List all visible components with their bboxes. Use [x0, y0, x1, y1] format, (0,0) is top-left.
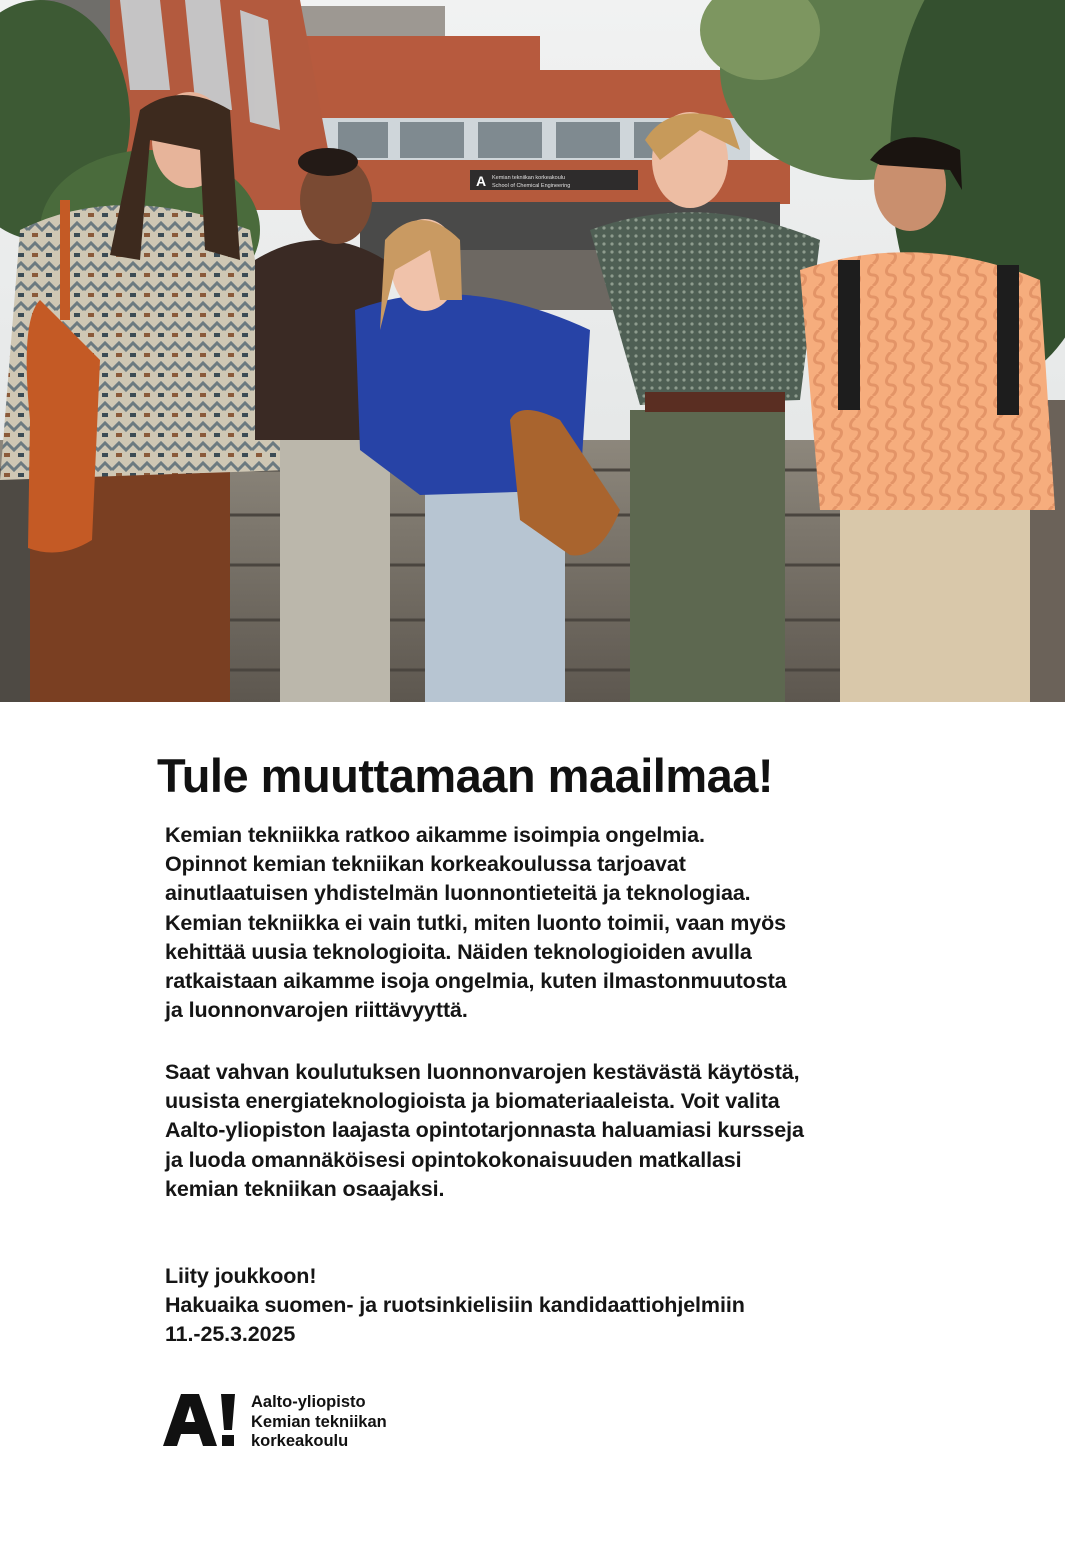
paragraph-line: kemian tekniikan osaajaksi. — [165, 1176, 445, 1201]
sign-line-1: Kemian tekniikan korkeakoulu — [492, 175, 566, 181]
logo-line-university: Aalto-yliopisto — [251, 1393, 366, 1411]
cta-application-period: Hakuaika suomen- ja ruotsinkielisiin kandidaattiohjelmiin — [165, 1293, 745, 1318]
paragraph-line: Kemian tekniikka ei vain tutki, miten luonto toimii, vaan myös — [165, 910, 787, 935]
cta-dates: 11.-25.3.2025 — [165, 1322, 296, 1347]
paragraph-line: ja luonnonvarojen riittävyyttä. — [165, 998, 468, 1023]
paragraph-line: Aalto-yliopiston laajasta opintotarjonnasta haluamiasi kursseja — [165, 1118, 804, 1143]
aalto-logo — [163, 1392, 387, 1452]
intro-paragraph — [165, 821, 786, 1025]
page-title: Tule muuttamaan maailmaa! — [157, 749, 774, 802]
paragraph-line: kehittää uusia teknologioita. Näiden teknologioiden avulla — [165, 939, 752, 964]
logo-line-school-2: korkeakoulu — [251, 1432, 349, 1450]
logo-text — [251, 1393, 387, 1452]
paragraph-line: ainutlaatuisen yhdistelmän luonnontieteitä ja teknologiaa. — [165, 881, 751, 906]
sign-mark: A — [476, 173, 487, 189]
sign-line-2: School of Chemical Engineering — [492, 183, 571, 189]
hero-photo — [0, 0, 1065, 702]
paragraph-line: Kemian tekniikka ratkoo aikamme isoimpia ongelmia. — [165, 823, 705, 847]
paragraph-line: Saat vahvan koulutuksen luonnonvarojen kestävästä käytöstä, — [165, 1060, 800, 1084]
paragraph-line: ratkaistaan aikamme isoja ongelmia, kuten ilmastonmuutosta — [165, 969, 787, 994]
cta-join: Liity joukkoon! — [165, 1264, 317, 1288]
call-to-action — [165, 1262, 745, 1350]
aalto-logo-mark — [163, 1392, 237, 1448]
education-paragraph — [165, 1058, 804, 1204]
logo-line-school: Kemian tekniikan — [251, 1412, 387, 1431]
paragraph-line: ja luoda omannäköisesi opintokokonaisuuden matkallasi — [165, 1147, 742, 1172]
paragraph-line: uusista energiateknologioista ja biomateriaaleista. Voit valita — [165, 1089, 780, 1114]
paragraph-line: Opinnot kemian tekniikan korkeakoulussa tarjoavat — [165, 852, 686, 877]
